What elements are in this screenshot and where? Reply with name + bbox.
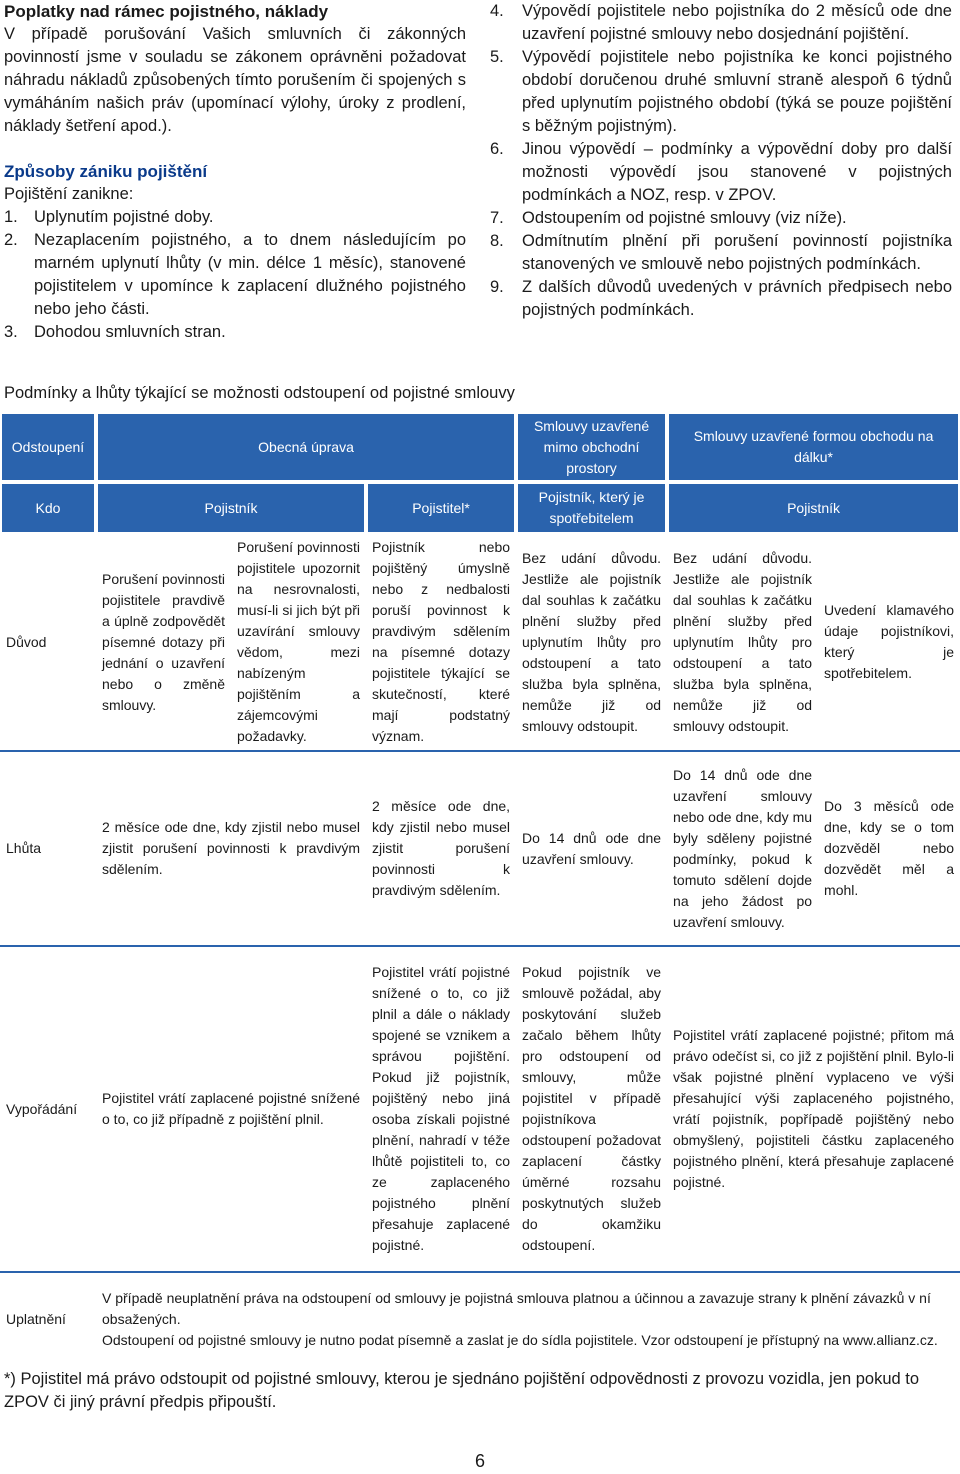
- row-label-settlement: Vypořádání: [0, 947, 96, 1273]
- header-who: Kdo: [0, 482, 96, 534]
- header-consumer: Pojistník, který je spotřebitelem: [516, 482, 667, 534]
- table-cell: Pokud pojistník ve smlouvě požádal, aby poskytování služeb začalo během lhůty pro odstoupení od smlouvy, může pojistitel v případě pojistníkova odstoupení požadovat zaplacení částky úměrné rozsahu poskytnutých služeb do okamžiku odstoupení.: [516, 947, 667, 1273]
- left-column: [4, 0, 466, 344]
- list-item: 4. Výpovědí pojistitele nebo pojistníka do 2 měsíců ode dne uzavření pojistné smlouvy nebo dosjednání pojištění.: [490, 2, 952, 43]
- table-cell: Do 14 dnů ode dne uzavření smlouvy nebo ode dne, kdy mu byly sděleny pojistné podmínky, pokud k tomuto sdělení dojde na jeho žádost po uzavření smlouvy.: [667, 752, 818, 947]
- list-item: 5. Výpovědí pojistitele nebo pojistníka ke konci pojistného období doručenou druhé smluvní straně alespoň 6 týdnů před uplynutím pojistného období (týká se pouze pojištění s běžným pojistným).: [490, 48, 952, 135]
- list-item: 9. Z dalších důvodů uvedených v právních předpisech nebo pojistných podmínkách.: [490, 278, 952, 319]
- header-row: [0, 412, 960, 482]
- fees-title: Poplatky nad rámec pojistného, náklady: [4, 2, 329, 21]
- table-cell: 2 měsíce ode dne, kdy zjistil nebo musel zjistit porušení povinnosti k pravdivým sdělením.: [366, 752, 516, 947]
- application-text-1: V případě neuplatnění práva na odstoupení od smlouvy je pojistná smlouva platnou a účinnou a zavazuje strany k plnění závazků v ní obsažených.: [102, 1289, 931, 1327]
- fees-text: V případě porušování Vašich smluvních či zákonných povinností jsme v souladu se zákonem oprávněni požadovat náhradu nákladů způsobených tímto porušením či spojených s vymáháním našich práv (upomínací výlohy, úroky z prodlení, náklady šetření apod.).: [4, 25, 466, 135]
- table-cell: Do 14 dnů ode dne uzavření smlouvy.: [516, 752, 667, 947]
- header-withdrawal: Odstoupení: [0, 412, 96, 482]
- row-label-deadline: Lhůta: [0, 752, 96, 947]
- table-cell: Do 3 měsíců ode dne, kdy se o tom dozvěděl nebo dozvědět měl a mohl.: [818, 752, 960, 947]
- row-label-reason: Důvod: [0, 534, 96, 752]
- table-cell: Uvedení klamavého údaje pojistníkovi, který je spotřebitelem.: [818, 534, 960, 752]
- table-cell: Pojistitel vrátí pojistné snížené o to, co již plnil a dále o náklady spojené se vznikem a správou pojištění. Pokud již pojistník, pojištěný nebo jiná osoba získali pojistné plnění, nahradí v téže lhůtě pojistiteli to, co ze zaplaceného pojistného plnění přesahuje zaplacené pojistné.: [366, 947, 516, 1273]
- table-cell: Porušení povinnosti pojistitele pravdivě a úplně zodpovědět písemné dotazy při jednání o uzavření nebo o změně smlouvy.: [96, 534, 231, 752]
- table-cell: 2 měsíce ode dne, kdy zjistil nebo musel zjistit porušení povinnosti k pravdivým sdělením.: [96, 752, 366, 947]
- header-off-premises: Smlouvy uzavřené mimo obchodní prostory: [516, 412, 667, 482]
- right-column: [490, 0, 952, 322]
- row-label-application: Uplatnění: [6, 1310, 66, 1327]
- termination-list: [4, 206, 466, 344]
- table-row-deadline: [0, 752, 960, 947]
- table-row-settlement: [0, 947, 960, 1273]
- table-cell: Porušení povinnosti pojistitele upozornit na nesrovnalosti, musí-li si jich být při uzavírání smlouvy vědom, mezi nabízeným pojištěním a zájemcovými požadavky.: [231, 534, 366, 752]
- list-item: 3. Dohodou smluvních stran.: [4, 323, 226, 341]
- header-policyholder-2: Pojistník: [667, 482, 960, 534]
- footnote: *) Pojistitel má právo odstoupit od pojistné smlouvy, kterou je sjednáno pojištění odpovědnosti z provozu vozidla, jen pokud to ZPOV či jiný právní předpis připouští.: [4, 1370, 920, 1411]
- list-item: 2. Nezaplacením pojistného, a to dnem následujícím po marném uplynutí lhůty (v min. délce 1 měsíc), stanovené pojistitelem v upomínce k zaplacení dlužného pojistného nebo jeho části.: [4, 231, 466, 318]
- list-item: 7. Odstoupením od pojistné smlouvy (viz níže).: [490, 209, 847, 227]
- table-row-reason: [0, 534, 960, 752]
- table-caption: Podmínky a lhůty týkající se možnosti odstoupení od pojistné smlouvy: [4, 384, 515, 402]
- table-row-application: [0, 1273, 960, 1365]
- termination-intro: Pojištění zanikne:: [4, 185, 134, 203]
- list-item: 6. Jinou výpovědí – podmínky a výpovědní doby pro další možnosti výpovědí jsou stanovené v pojistných podmínkách a NOZ, resp. v ZPOV.: [490, 140, 952, 204]
- header-policyholder: Pojistník: [96, 482, 366, 534]
- header-distance: Smlouvy uzavřené formou obchodu na dálku*: [667, 412, 960, 482]
- application-text-2: Odstoupení od pojistné smlouvy je nutno podat písemně a zaslat je do sídla pojistitele. Vzor odstoupení je přístupný na www.allianz.cz.: [102, 1331, 938, 1348]
- termination-list-continued: [490, 0, 952, 322]
- table-cell: Bez udání důvodu. Jestliže ale pojistník dal souhlas k začátku plnění služby před uplynutím lhůty pro odstoupení a tato služba byla splněna, nemůže již od smlouvy odstoupit.: [516, 534, 667, 752]
- withdrawal-conditions-table: [0, 412, 960, 1365]
- table-cell: [96, 1273, 960, 1365]
- page-number: 6: [474, 1451, 485, 1471]
- table-cell: Pojistník nebo pojištěný úmyslně nebo z nedbalosti poruší povinnost k pravdivým sdělením na písemné dotazy pojistitele týkající se skutečností, které mají podstatný význam.: [366, 534, 516, 752]
- list-item: 8. Odmítnutím plnění při porušení povinností pojistníka stanovených ve smlouvě nebo pojistných podmínkách.: [490, 232, 952, 273]
- header-insurer: Pojistitel*: [366, 482, 516, 534]
- table-cell: Bez udání důvodu. Jestliže ale pojistník dal souhlas k začátku plnění služby před uplynutím lhůty pro odstoupení a tato služba byla splněna, nemůže již od smlouvy odstoupit.: [667, 534, 818, 752]
- header-general: Obecná úprava: [96, 412, 516, 482]
- termination-title: Způsoby zániku pojištění: [4, 162, 208, 181]
- list-item: 1. Uplynutím pojistné doby.: [4, 208, 214, 226]
- table-cell: Pojistitel vrátí zaplacené pojistné snížené o to, co již případně z pojištění plnil.: [96, 947, 366, 1273]
- header-row-who: [0, 482, 960, 534]
- table-cell: Pojistitel vrátí zaplacené pojistné; přitom má právo odečíst si, co již z pojištění plnil. Bylo-li však pojistné plnění vyplaceno ve výši přesahující výši zaplaceného pojistného, vrátí pojistník, popřípadě pojištěný nebo obmyšlený, pojistiteli částku zaplaceného pojistného plnění, která přesahuje zaplacené pojistné.: [667, 947, 960, 1273]
